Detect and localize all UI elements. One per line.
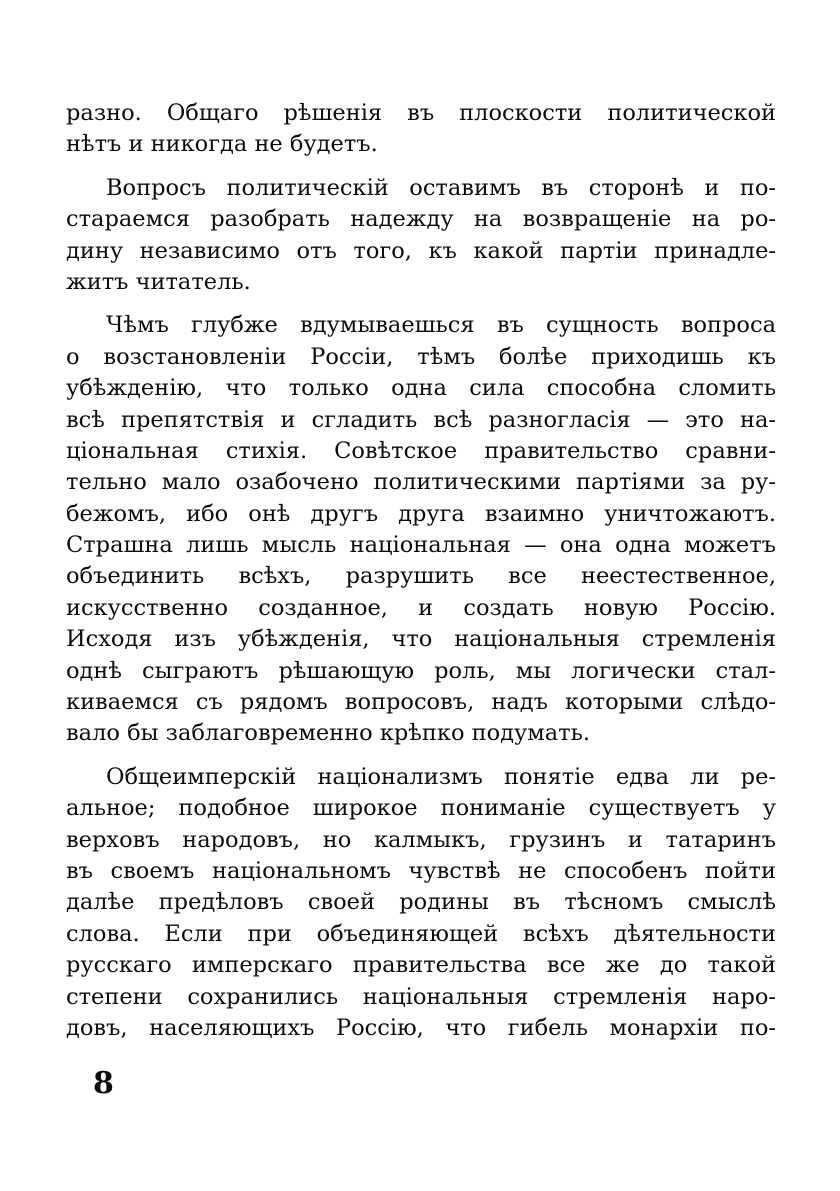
- text-line: нѣтъ и никогда не будетъ.: [66, 131, 378, 158]
- text-line: русскаго имперскаго правительства все же до такой: [66, 952, 776, 979]
- paragraph-4: [66, 762, 776, 1045]
- text-line: Страшна лишь мысль національная — она одна можетъ: [66, 532, 776, 559]
- text-line: убѣжденію, что только одна сила способна сломить: [66, 375, 776, 402]
- text-line: дину независимо отъ того, къ какой партіи принадле-: [66, 237, 776, 264]
- text-line: ціональная стихія. Совѣтское правительство сравни-: [66, 437, 776, 464]
- text-line: искусственно созданное, и создать новую Россію.: [66, 594, 776, 621]
- text-line: о возстановленіи Россіи, тѣмъ болѣе приходишь къ: [66, 343, 776, 370]
- text-line: Вопросъ политическій оставимъ въ сторонѣ и по-: [106, 174, 776, 201]
- text-line: стараемся разобрать надежду на возвращеніе на ро-: [66, 206, 776, 233]
- paragraph-3: [66, 310, 776, 749]
- text-line: объединить всѣхъ, разрушить все неестественное,: [66, 563, 776, 590]
- body-text: [66, 98, 776, 1044]
- text-line: однѣ сыграютъ рѣшающую роль, мы логически стал-: [66, 657, 776, 684]
- text-line: Общеимперскій націонализмъ понятіе едва ли ре-: [106, 763, 776, 790]
- text-line: степени сохранились національныя стремленія наро-: [66, 983, 776, 1010]
- text-line: Исходя изъ убѣжденія, что національныя стремленія: [66, 626, 776, 653]
- text-line: далѣе предѣловъ своей родины въ тѣсномъ смыслѣ: [66, 889, 776, 916]
- text-line: разно. Общаго рѣшенія въ плоскости политической: [66, 100, 776, 126]
- text-line: Чѣмъ глубже вдумываешься въ сущность вопроса: [106, 312, 776, 339]
- text-line: верховъ народовъ, но калмыкъ, грузинъ и татаринъ: [66, 826, 776, 853]
- text-line: житъ читатель.: [66, 268, 251, 295]
- text-line: всѣ препятствія и сгладить всѣ разногласія — это на-: [66, 406, 776, 433]
- text-line: тельно мало озабочено политическими партіями за ру-: [66, 469, 776, 496]
- text-line: довъ, населяющихъ Россію, что гибель монархіи по-: [66, 1014, 776, 1041]
- page-number: 8: [93, 1066, 114, 1101]
- text-line: въ своемъ національномъ чувствѣ не способенъ пойти: [66, 857, 776, 884]
- paragraph-1: [66, 98, 776, 161]
- text-line: бежомъ, ибо онѣ другъ друга взаимно уничтожаютъ.: [66, 500, 776, 527]
- paragraph-2: [66, 173, 776, 299]
- text-line: киваемся съ рядомъ вопросовъ, надъ которыми слѣдо-: [66, 689, 776, 716]
- text-line: слова. Если при объединяющей всѣхъ дѣятельности: [66, 920, 776, 947]
- text-line: вало бы заблаговременно крѣпко подумать.: [66, 720, 591, 747]
- text-line: альное; подобное широкое пониманіе существуетъ у: [66, 795, 776, 822]
